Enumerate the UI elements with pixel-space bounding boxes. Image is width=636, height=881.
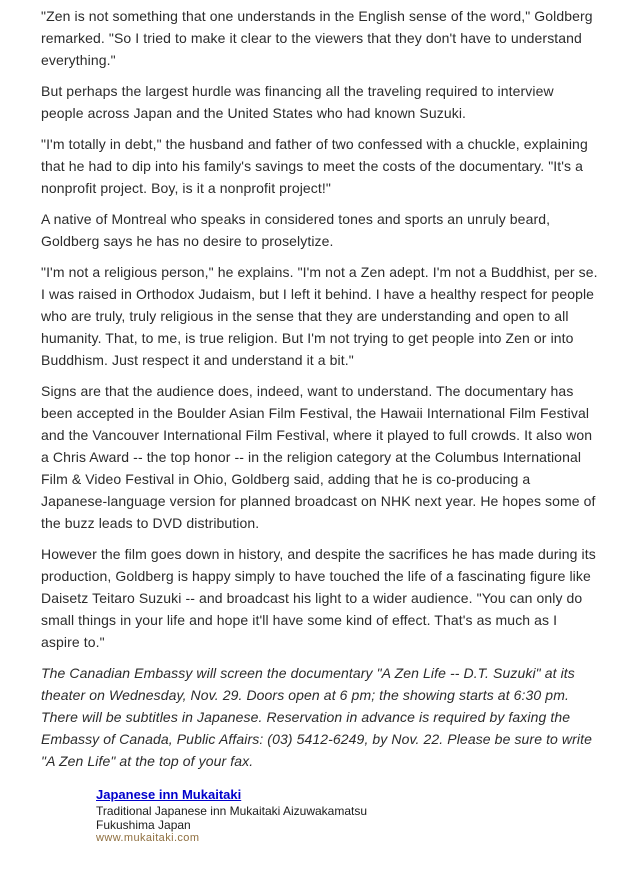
article-paragraph: However the film goes down in history, and despite the sacrifices he has made during its production, Goldberg is happy simply to have touched the life of a fascinating figure like Daisetz Teitaro Suzuki -- and broadcast his light to a wider audience. "You can only do small things in your life and hope it'll have some kind of effect. That's as much as I aspire to." [41, 546, 596, 650]
article-paragraph: "I'm totally in debt," the husband and father of two confessed with a chuckle, explaining that he had to dip into his family's savings to meet the costs of the documentary. "It's a nonprofit project. Boy, is it a nonprofit project!" [41, 136, 588, 196]
article-paragraph: "I'm not a religious person," he explains. "I'm not a Zen adept. I'm not a Buddhist, per se. I was raised in Orthodox Judaism, but I left it behind. I have a healthy respect for people who are truly, truly religious in the sense that they are understanding and open to all humanity. That, to me, is true religion. But I'm not trying to get people into Zen or into Buddhism. Just respect it and understand it a bit." [41, 264, 598, 368]
ad-description-line-2: Fukushima Japan [96, 818, 191, 832]
article-paragraph: Signs are that the audience does, indeed, want to understand. The documentary has been accepted in the Boulder Asian Film Festival, the Hawaii International Film Festival and the Vancouver International Film Festival, where it played to full crowds. It also won a Chris Award -- the top honor -- in the religion category at the Columbus International Film & Video Festival in Ohio, Goldberg said, adding that he is co-producing a Japanese-language version for planned broadcast on NHK next year. He hopes some of the buzz leads to DVD distribution. [41, 383, 596, 531]
ad-block [96, 786, 598, 845]
ad-description-line-1: Traditional Japanese inn Mukaitaki Aizuwakamatsu [96, 804, 368, 818]
ad-display-url: www.mukaitaki.com [96, 832, 200, 844]
ad-title-link[interactable]: Japanese inn Mukaitaki [96, 787, 242, 802]
article-paragraph: But perhaps the largest hurdle was financing all the traveling required to interview people across Japan and the United States who had known Suzuki. [41, 83, 554, 121]
article-paragraph: "Zen is not something that one understands in the English sense of the word," Goldberg remarked. "So I tried to make it clear to the viewers that they don't have to understand everything." [41, 8, 593, 68]
article-paragraph: A native of Montreal who speaks in considered tones and sports an unruly beard, Goldberg says he has no desire to proselytize. [41, 211, 551, 249]
article-paragraph-screening-notice: The Canadian Embassy will screen the documentary "A Zen Life -- D.T. Suzuki" at its theater on Wednesday, Nov. 29. Doors open at 6 pm; the showing starts at 6:30 pm. There will be subtitles in Japanese. Reservation in advance is required by faxing the Embassy of Canada, Public Affairs: (03) 5412-6249, by Nov. 22. Please be sure to write "A Zen Life" at the top of your fax. [41, 665, 592, 769]
